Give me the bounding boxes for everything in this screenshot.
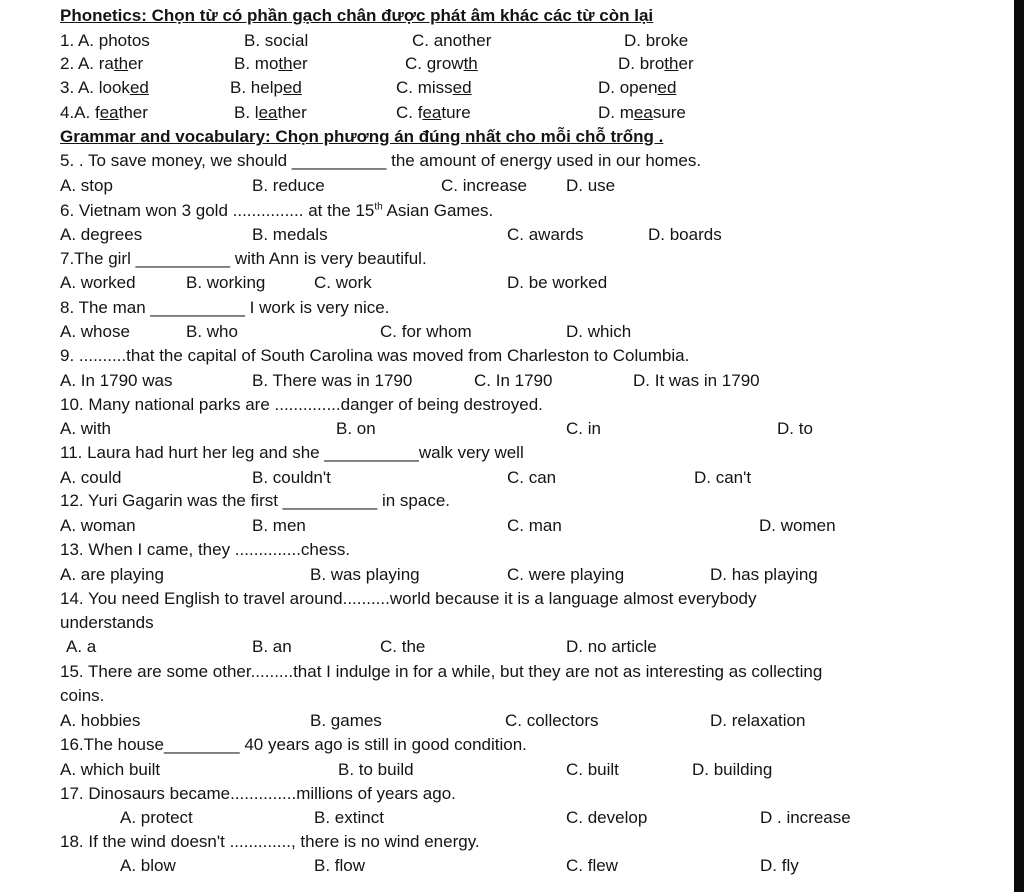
q18-question [0, 830, 1024, 854]
q2-option-a: 2. A. rather [60, 54, 144, 73]
q16-option-a: A. which built [60, 760, 161, 779]
q7-question [0, 247, 1024, 271]
q5-options [0, 174, 1024, 198]
q17-option-a: A. protect [120, 808, 193, 827]
q15-options [0, 709, 1024, 733]
q12-options [0, 514, 1024, 538]
q16-option-c: C. built [566, 760, 619, 779]
q15-option-a: A. hobbies [60, 711, 141, 730]
q4-option-c: C. feature [396, 103, 471, 122]
q10-text: 10. Many national parks are ..............danger of being destroyed. [60, 395, 543, 414]
q6-options [0, 223, 1024, 247]
q8-option-d: D. which [566, 322, 632, 341]
q6-option-a: A. degrees [60, 225, 143, 244]
q14-question-cont [0, 611, 1024, 635]
phonetics-heading-line [0, 4, 1024, 28]
q11-option-b: B. couldn't [252, 468, 331, 487]
q5-option-d: D. use [566, 176, 616, 195]
q10-option-c: C. in [566, 419, 601, 438]
q6-option-b: B. medals [252, 225, 328, 244]
q13-option-d: D. has playing [710, 565, 818, 584]
q2-option-c: C. growth [405, 54, 478, 73]
q13-text: 13. When I came, they ..............chess. [60, 540, 351, 559]
q6-option-d: D. boards [648, 225, 722, 244]
q18-text: 18. If the wind doesn't ............., there is no wind energy. [60, 832, 480, 851]
q14-option-b: B. an [252, 637, 292, 656]
q5-text: 5. . To save money, we should __________ the amount of energy used in our homes. [60, 151, 702, 170]
q12-option-b: B. men [252, 516, 306, 535]
q13-option-b: B. was playing [310, 565, 420, 584]
q17-question [0, 782, 1024, 806]
q11-options [0, 466, 1024, 490]
q14-option-c: C. the [380, 637, 426, 656]
q2-option-d: D. brother [618, 54, 694, 73]
q14-options [0, 635, 1024, 659]
q10-option-b: B. on [336, 419, 376, 438]
q5-option-a: A. stop [60, 176, 113, 195]
q5-option-c: C. increase [441, 176, 527, 195]
q7-text: 7.The girl __________ with Ann is very beautiful. [60, 249, 427, 268]
q14-question [0, 587, 1024, 611]
q4-option-d: D. measure [598, 103, 686, 122]
q1-option-c: C. another [412, 31, 492, 50]
phonetics-heading: Phonetics: Chọn từ có phần gạch chân được phát âm khác các từ còn lại [60, 6, 654, 25]
q6-text: 6. Vietnam won 3 gold ............... at the 15th Asian Games. [60, 201, 494, 220]
q8-option-a: A. whose [60, 322, 130, 341]
q12-option-d: D. women [759, 516, 836, 535]
photo-dark-edge [1014, 0, 1024, 892]
q3-option-a: 3. A. looked [60, 78, 149, 97]
q3-options [0, 76, 1024, 100]
q8-text: 8. The man __________ I work is very nice. [60, 298, 390, 317]
q4-option-b: B. leather [234, 103, 307, 122]
q15-text: 15. There are some other.........that I indulge in for a while, but they are not as interesting as collecting [60, 662, 823, 681]
q17-options [0, 806, 1024, 830]
q8-option-b: B. who [186, 322, 238, 341]
q18-option-a: A. blow [120, 856, 176, 875]
q1-option-d: D. broke [624, 31, 689, 50]
q10-option-a: A. with [60, 419, 112, 438]
q12-text: 12. Yuri Gagarin was the first __________ in space. [60, 491, 450, 510]
q11-option-c: C. can [507, 468, 557, 487]
q7-option-c: C. work [314, 273, 372, 292]
q18-options [0, 854, 1024, 878]
q13-option-a: A. are playing [60, 565, 164, 584]
grammar-heading-line [0, 125, 1024, 149]
q7-option-a: A. worked [60, 273, 136, 292]
q10-options [0, 417, 1024, 441]
q7-option-b: B. working [186, 273, 266, 292]
q9-text: 9. ..........that the capital of South Carolina was moved from Charleston to Columbia. [60, 346, 690, 365]
q8-question [0, 296, 1024, 320]
q15-question [0, 660, 1024, 684]
q15-option-b: B. games [310, 711, 382, 730]
q17-text: 17. Dinosaurs became..............millions of years ago. [60, 784, 456, 803]
q15-question-cont [0, 684, 1024, 708]
q11-option-d: D. can't [694, 468, 752, 487]
q4-option-a: 4.A. feather [60, 103, 148, 122]
q7-option-d: D. be worked [507, 273, 608, 292]
q17-option-b: B. extinct [314, 808, 384, 827]
q14-option-a: A. a [66, 637, 97, 656]
q9-question [0, 344, 1024, 368]
q2-option-b: B. mother [234, 54, 308, 73]
q1-option-b: B. social [244, 31, 309, 50]
q5-option-b: B. reduce [252, 176, 325, 195]
q8-options [0, 320, 1024, 344]
q13-option-c: C. were playing [507, 565, 625, 584]
q9-option-c: C. In 1790 [474, 371, 553, 390]
q16-options [0, 758, 1024, 782]
q7-options [0, 271, 1024, 295]
q6-option-c: C. awards [507, 225, 584, 244]
q9-option-d: D. It was in 1790 [633, 371, 760, 390]
q8-option-c: C. for whom [380, 322, 472, 341]
q12-option-c: C. man [507, 516, 562, 535]
q4-options [0, 101, 1024, 125]
q1-option-a: 1. A. photos [60, 31, 150, 50]
q13-options [0, 563, 1024, 587]
q3-option-d: D. opened [598, 78, 677, 97]
q10-question [0, 393, 1024, 417]
q2-options [0, 52, 1024, 76]
q9-options [0, 369, 1024, 393]
q6-question [0, 199, 1024, 223]
q18-option-c: C. flew [566, 856, 618, 875]
q15-option-c: C. collectors [505, 711, 599, 730]
q9-option-b: B. There was in 1790 [252, 371, 413, 390]
q11-question [0, 441, 1024, 465]
grammar-heading: Grammar and vocabulary: Chọn phương án đúng nhất cho mỗi chỗ trống . [60, 127, 664, 146]
q9-option-a: A. In 1790 was [60, 371, 173, 390]
q12-question [0, 489, 1024, 513]
q5-question [0, 149, 1024, 173]
q15-text-cont: coins. [60, 686, 105, 705]
q17-option-d: D . increase [760, 808, 851, 827]
q16-option-b: B. to build [338, 760, 414, 779]
q1-options [0, 29, 1024, 53]
q10-option-d: D. to [777, 419, 813, 438]
q13-question [0, 538, 1024, 562]
q16-question [0, 733, 1024, 757]
cut-off-text-line [60, 884, 560, 892]
q16-option-d: D. building [692, 760, 773, 779]
q11-option-a: A. could [60, 468, 122, 487]
q17-option-c: C. develop [566, 808, 648, 827]
q11-text: 11. Laura had hurt her leg and she __________walk very well [60, 443, 524, 462]
q18-option-d: D. fly [760, 856, 799, 875]
q14-text-cont: understands [60, 613, 154, 632]
q15-option-d: D. relaxation [710, 711, 806, 730]
q12-option-a: A. woman [60, 516, 136, 535]
q3-option-b: B. helped [230, 78, 302, 97]
q16-text: 16.The house________ 40 years ago is still in good condition. [60, 735, 527, 754]
q14-text: 14. You need English to travel around..........world because it is a language almost everybody [60, 589, 757, 608]
q3-option-c: C. missed [396, 78, 472, 97]
q14-option-d: D. no article [566, 637, 657, 656]
q18-option-b: B. flow [314, 856, 366, 875]
